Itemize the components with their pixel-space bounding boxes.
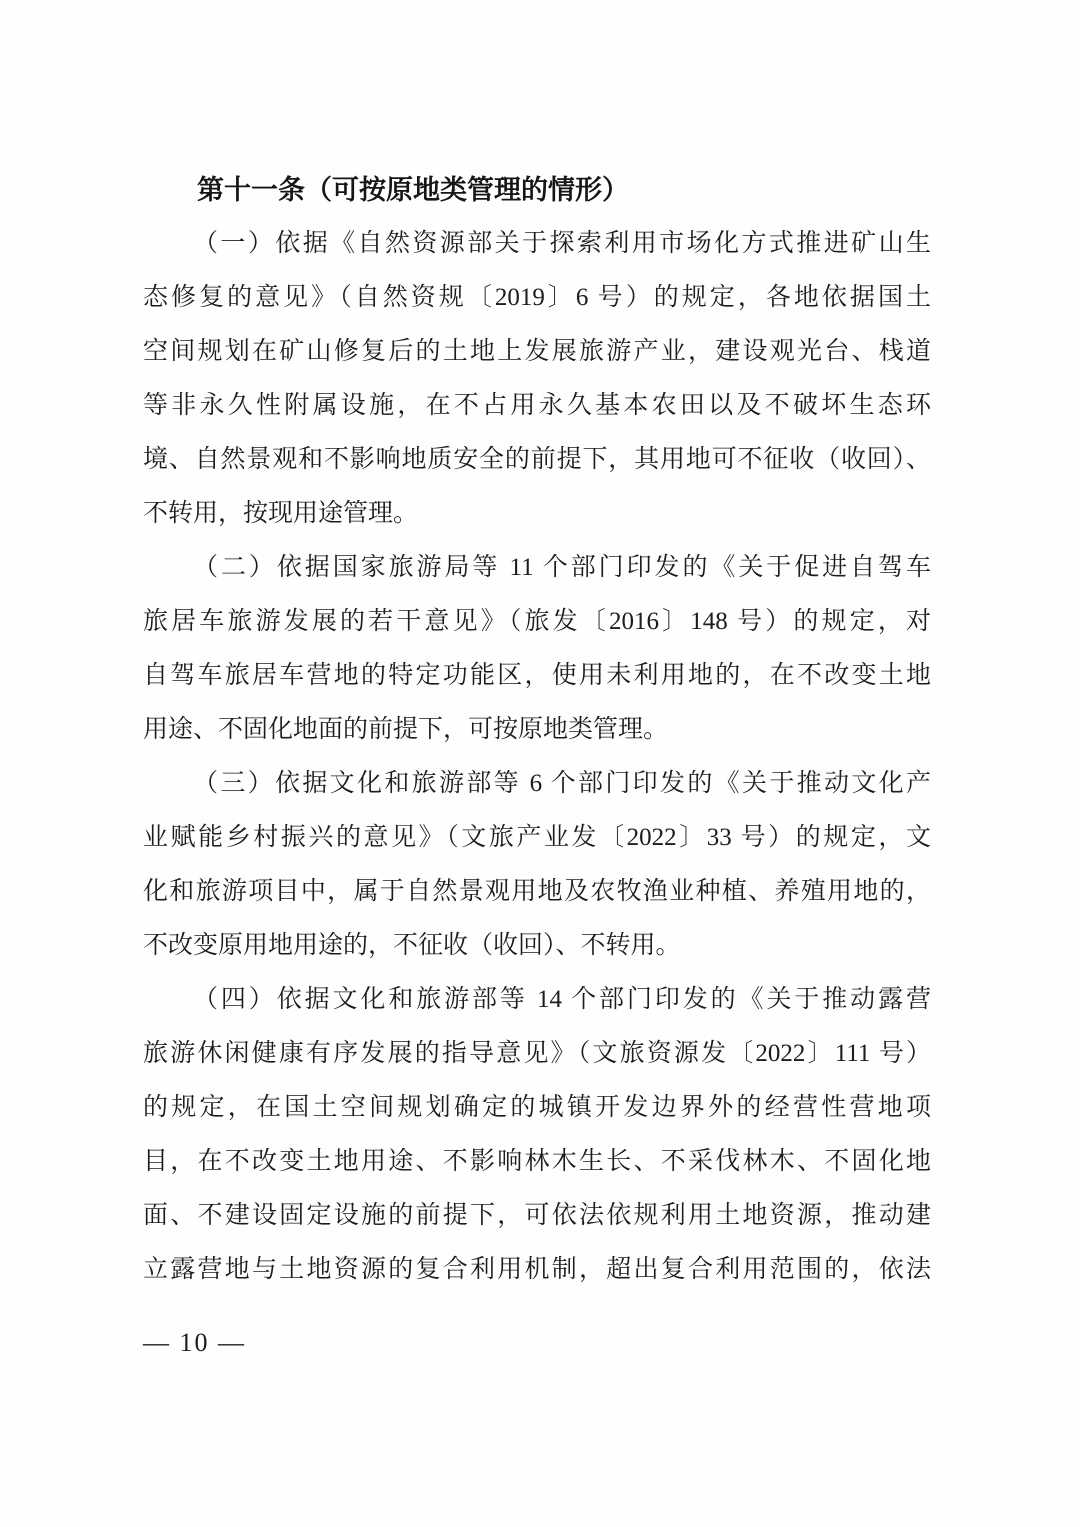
- article-heading: 第十一条（可按原地类管理的情形）: [197, 175, 629, 205]
- body-line: 旅居车旅游发展的若干意见》（旅发〔2016〕148 号）的规定，对: [143, 608, 931, 635]
- paragraph: [143, 973, 931, 1297]
- paragraphs-container: [143, 217, 931, 1297]
- body-line: 不转用，按现用途管理。: [143, 500, 419, 527]
- body-line: 等非永久性附属设施，在不占用永久基本农田以及不破坏生态环: [143, 392, 931, 419]
- body-line: （四）依据文化和旅游部等 14 个部门印发的《关于推动露营: [193, 986, 931, 1013]
- body-line: 不改变原用地用途的，不征收（收回）、不转用。: [143, 932, 681, 959]
- paragraph: [143, 541, 931, 757]
- body-line: 空间规划在矿山修复后的土地上发展旅游产业，建设观光台、栈道: [143, 338, 931, 365]
- body-line: 的规定，在国土空间规划确定的城镇开发边界外的经营性营地项: [143, 1094, 931, 1121]
- body-line: 业赋能乡村振兴的意见》（文旅产业发〔2022〕33 号）的规定，文: [143, 824, 931, 851]
- body-line: 境、自然景观和不影响地质安全的前提下，其用地可不征收（收回）、: [143, 446, 931, 473]
- document-body: [143, 163, 931, 1370]
- body-line: （二）依据国家旅游局等 11 个部门印发的《关于促进自驾车: [193, 554, 931, 581]
- body-line: （一）依据《自然资源部关于探索利用市场化方式推进矿山生: [193, 230, 931, 257]
- page-number: — 10 —: [143, 1328, 246, 1357]
- paragraph: [143, 757, 931, 973]
- body-line: 旅游休闲健康有序发展的指导意见》（文旅资源发〔2022〕111 号）: [143, 1040, 931, 1067]
- body-line: 态修复的意见》（自然资规〔2019〕6 号）的规定，各地依据国土: [143, 284, 931, 311]
- body-line: 目，在不改变土地用途、不影响林木生长、不采伐林木、不固化地: [143, 1148, 931, 1175]
- body-line: 用途、不固化地面的前提下，可按原地类管理。: [143, 716, 669, 743]
- body-line: （三）依据文化和旅游部等 6 个部门印发的《关于推动文化产: [193, 770, 931, 797]
- body-line: 化和旅游项目中，属于自然景观用地及农牧渔业种植、养殖用地的，: [143, 878, 931, 905]
- body-line: 立露营地与土地资源的复合利用机制，超出复合利用范围的，依法: [143, 1256, 931, 1283]
- body-line: 自驾车旅居车营地的特定功能区，使用未利用地的，在不改变土地: [143, 662, 931, 689]
- paragraph: [143, 217, 931, 541]
- body-line: 面、不建设固定设施的前提下，可依法依规利用土地资源，推动建: [143, 1202, 931, 1229]
